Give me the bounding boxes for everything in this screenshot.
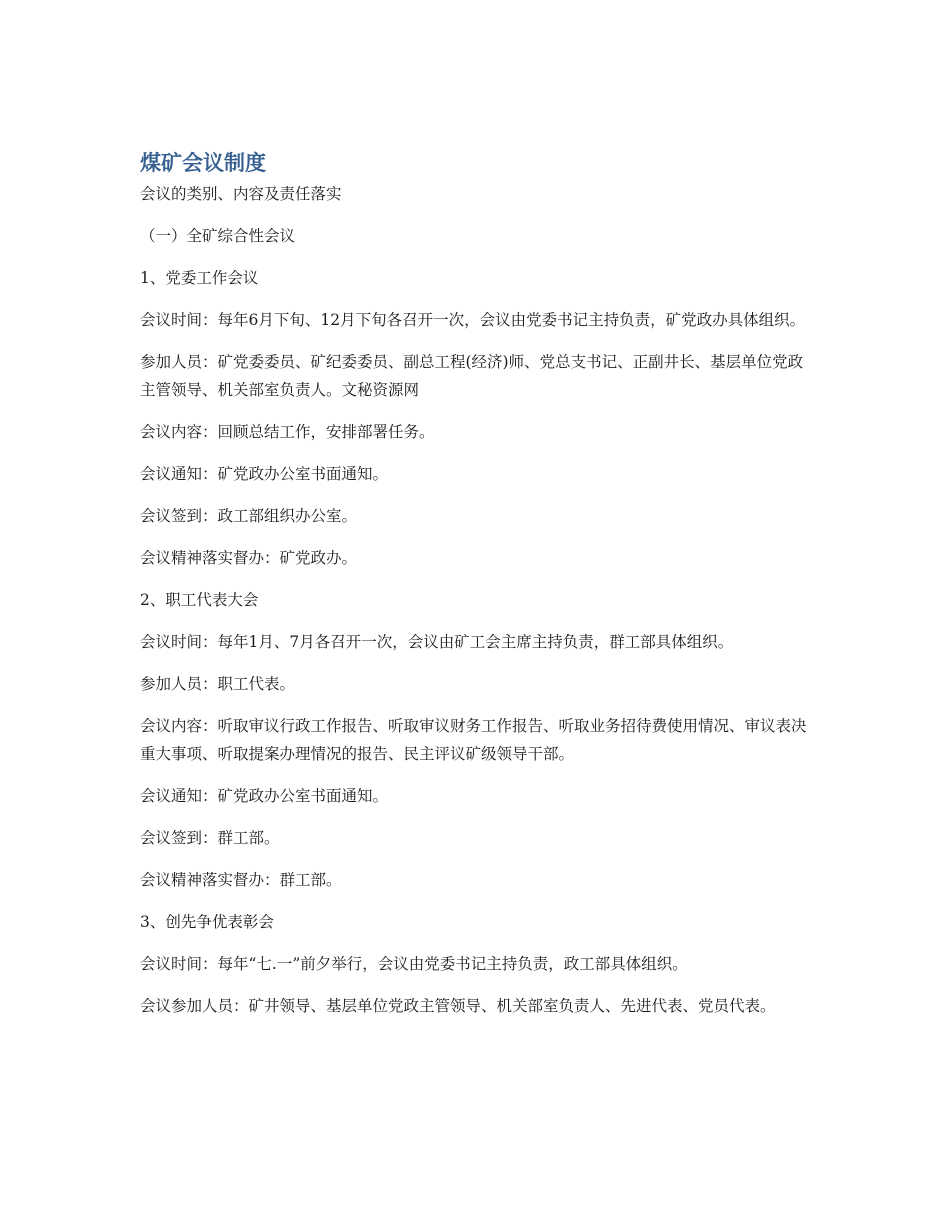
paragraph: 会议时间：每年“七.一”前夕举行，会议由党委书记主持负责，政工部具体组织。	[140, 955, 688, 973]
paragraph: 会议通知：矿党政办公室书面通知。	[140, 787, 389, 805]
paragraph: 会议内容：听取审议行政工作报告、听取审议财务工作报告、听取业务招待费使用情况、审议表决重大事项、听取提案办理情况的报告、民主评议矿级领导干部。	[140, 717, 807, 763]
item-heading: 1、党委工作会议	[140, 269, 259, 287]
item-heading: 3、创先争优表彰会	[140, 913, 274, 931]
paragraph: 会议通知：矿党政办公室书面通知。	[140, 465, 389, 483]
paragraph: 会议签到：群工部。	[140, 829, 280, 847]
paragraph: 会议精神落实督办：群工部。	[140, 871, 342, 889]
paragraph: 会议时间：每年6月下旬、12月下旬各召开一次，会议由党委书记主持负责，矿党政办具体组织。	[140, 311, 806, 329]
paragraph: 参加人员：职工代表。	[140, 675, 296, 693]
item-heading: 2、职工代表大会	[140, 591, 259, 609]
paragraph: 会议参加人员：矿井领导、基层单位党政主管领导、机关部室负责人、先进代表、党员代表。	[140, 997, 776, 1015]
section-heading: （一）全矿综合性会议	[140, 227, 296, 245]
paragraph: 会议内容：回顾总结工作，安排部署任务。	[140, 423, 435, 441]
paragraph: 会议签到：政工部组织办公室。	[140, 507, 358, 525]
document-subtitle: 会议的类别、内容及责任落实	[140, 185, 342, 203]
paragraph: 会议时间：每年1月、7月各召开一次，会议由矿工会主席主持负责，群工部具体组织。	[140, 633, 734, 651]
paragraph: 参加人员：矿党委委员、矿纪委委员、副总工程(经济)师、党总支书记、正副井长、基层单位党政主管领导、机关部室负责人。文秘资源网	[140, 353, 804, 399]
document-title: 煤矿会议制度	[140, 151, 266, 175]
paragraph: 会议精神落实督办：矿党政办。	[140, 549, 358, 567]
document-page	[140, 146, 810, 1034]
